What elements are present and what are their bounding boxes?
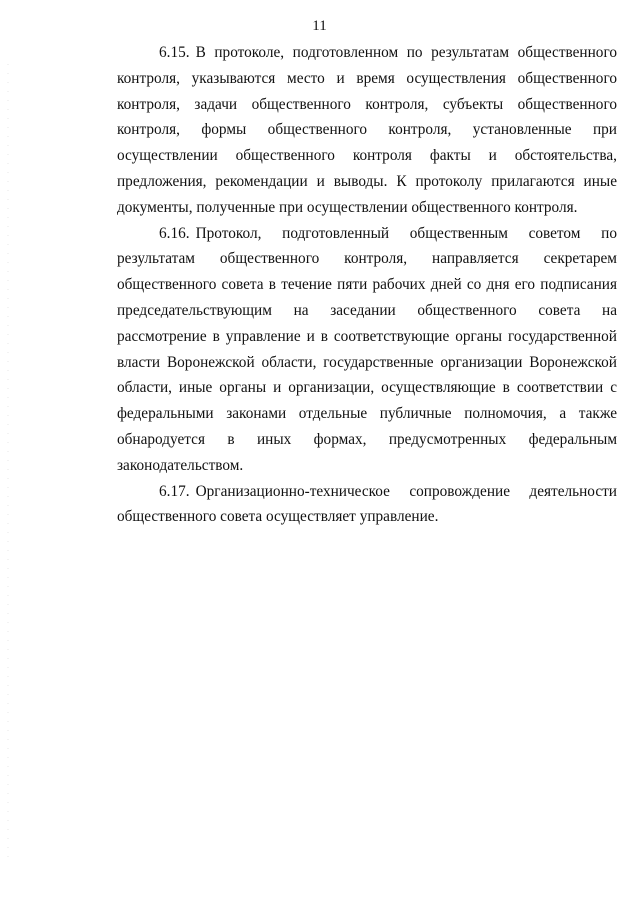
paragraph-number: 6.17. (159, 482, 190, 500)
scan-edge-artifact (6, 60, 10, 860)
paragraph-6-16 (117, 221, 617, 479)
paragraph-number: 6.16. (159, 224, 190, 242)
paragraph-6-15 (117, 40, 617, 221)
paragraph-text: Организационно-техническое сопровождение деятельности общественного совета осуществляет управление. (117, 482, 617, 526)
document-body (117, 40, 617, 530)
paragraph-6-17 (117, 479, 617, 531)
page-number: 11 (312, 18, 327, 34)
paragraph-text: Протокол, подготовленный общественным советом по результатам общественного контроля, направляется секретарем общественного совета в течение пяти рабочих дней со дня его подписания председательствующим на заседании общественного совета на рассмотрение в управление и в соответствующие органы государственной власти Воронежской области, государственные организации Воронежской области, иные органы и организации, осуществляющие в соответствии с федеральными законами отдельные публичные полномочия, а также обнародуется в иных формах, предусмотренных федеральным законодательством. (117, 224, 617, 474)
paragraph-number: 6.15. (159, 44, 190, 61)
paragraph-text: В протоколе, подготовленном по результатам общественного контроля, указываются место и время осуществления общественного контроля, задачи общественного контроля, субъекты общественного контроля, формы общественного контроля, установленные при осуществлении общественного контроля факты и обстоятельства, предложения, рекомендации и выводы. К протоколу прилагаются иные документы, полученные при осуществлении общественного контроля. (117, 44, 617, 216)
